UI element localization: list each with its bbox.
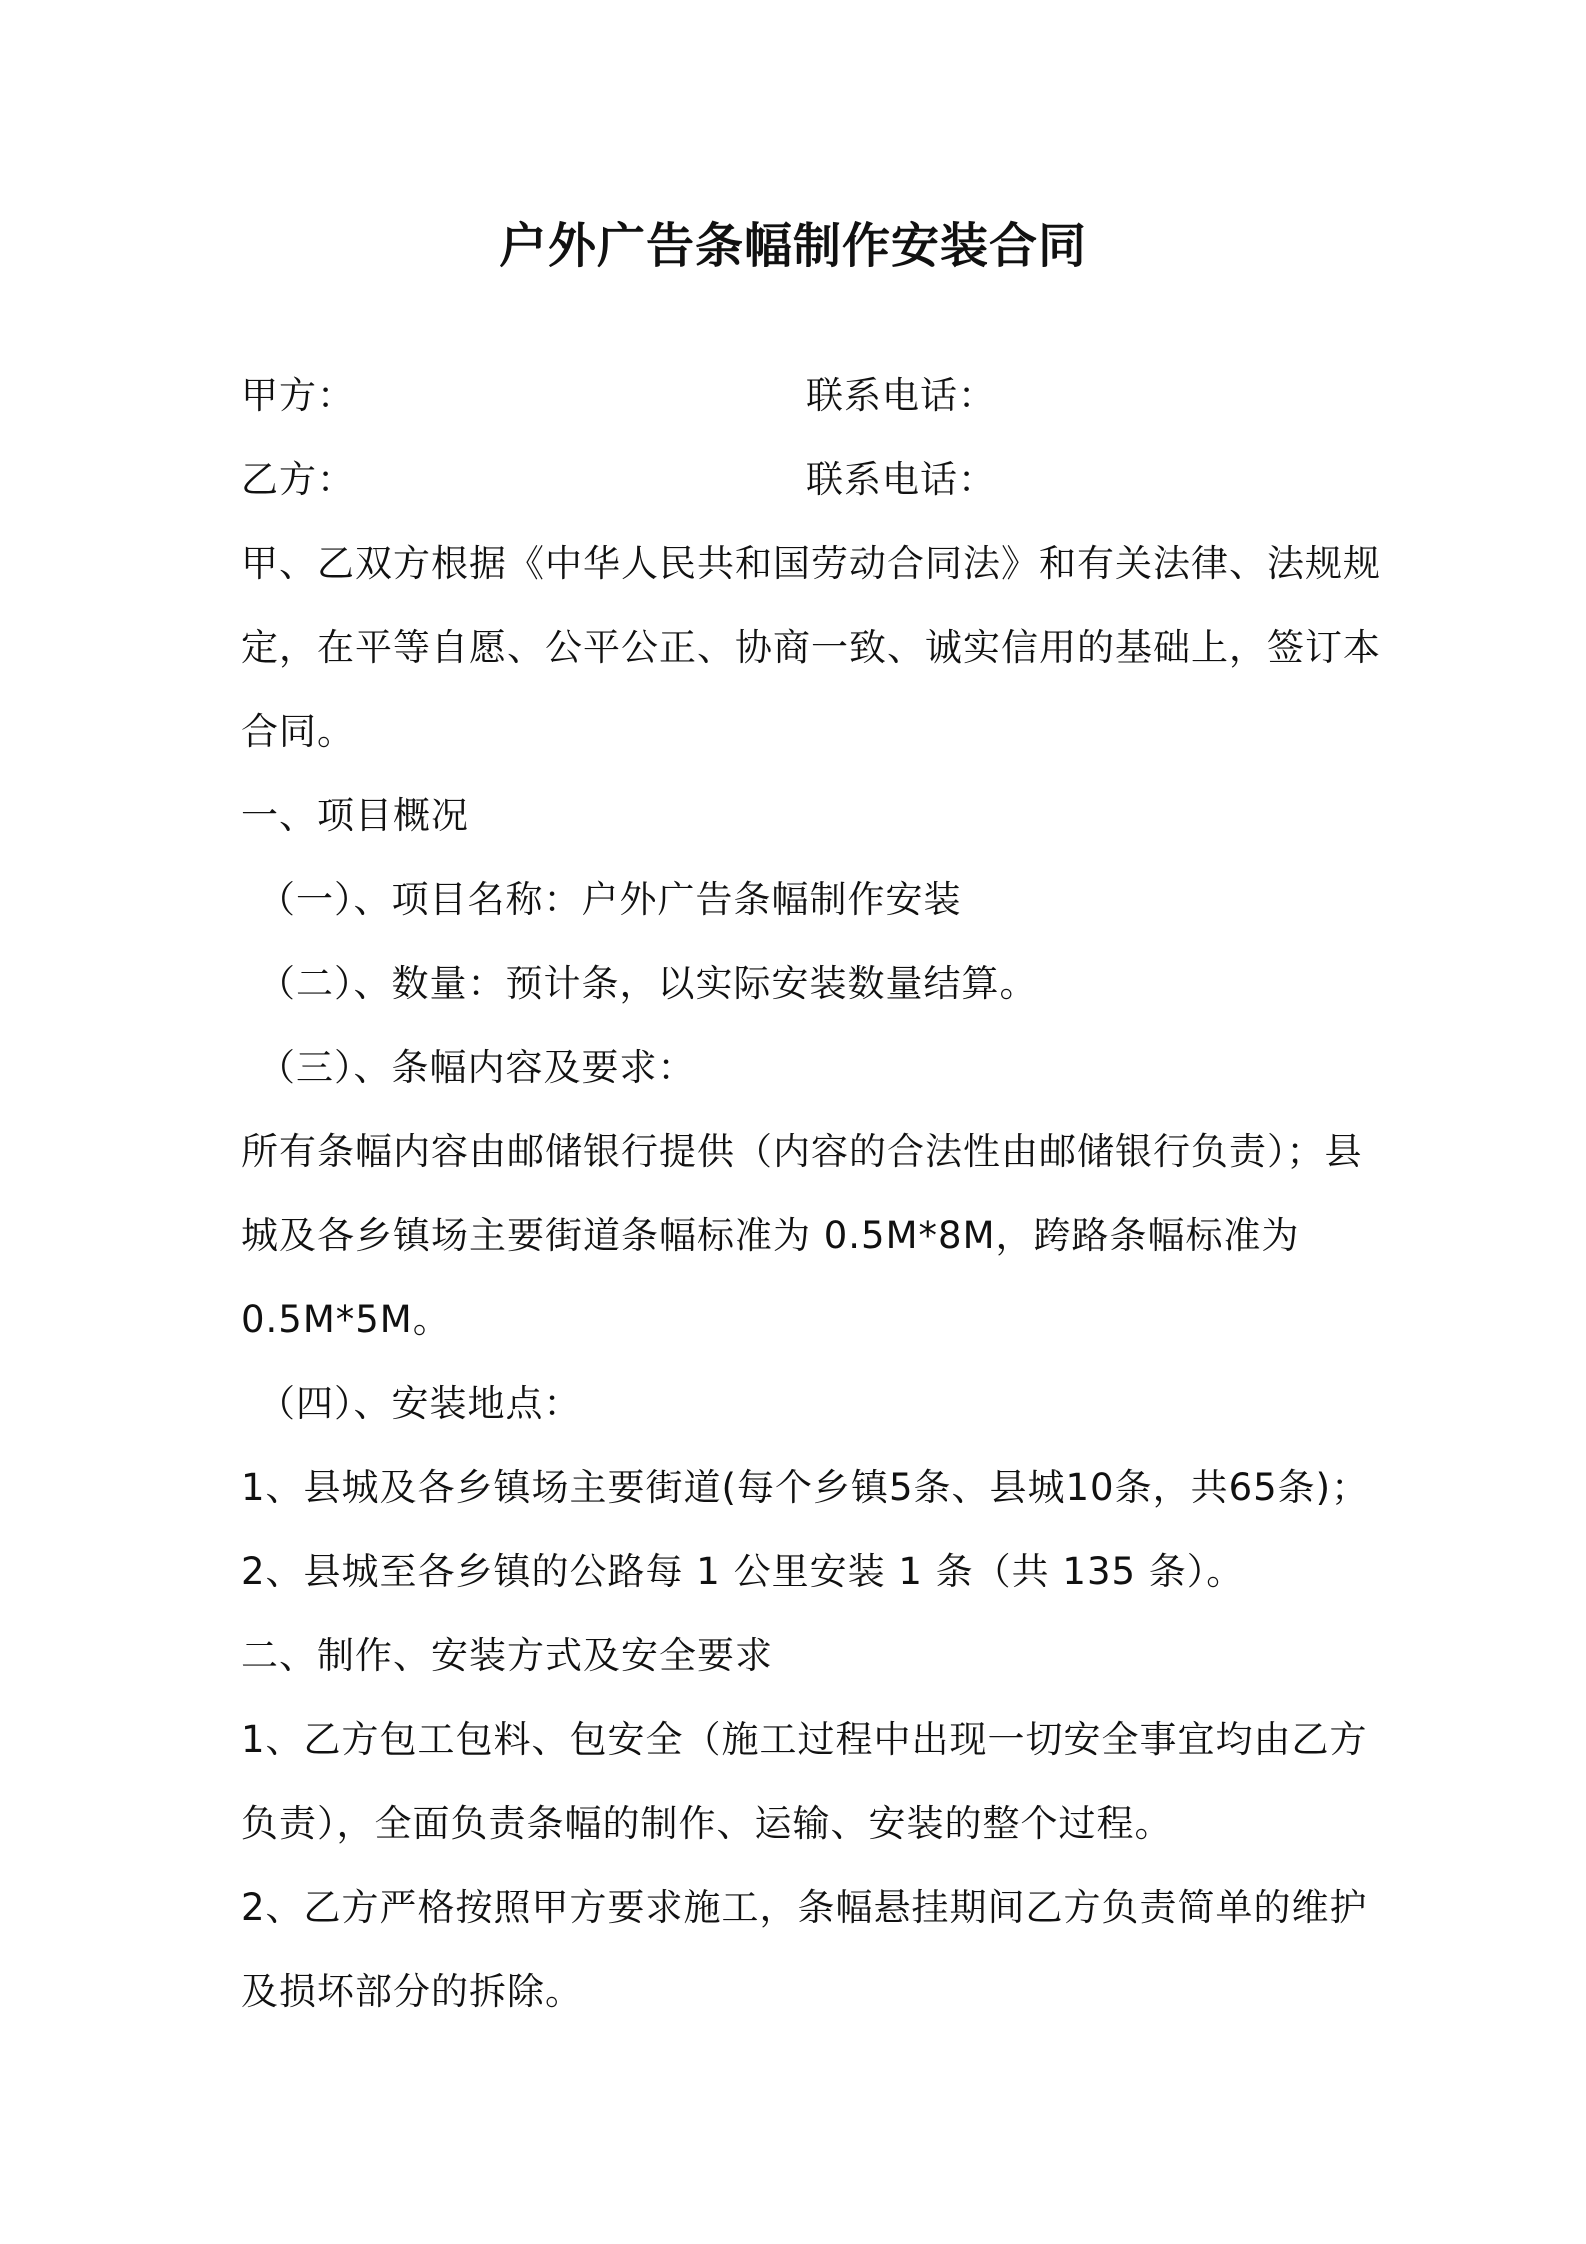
section-heading-project-overview: 一、项目概况 <box>241 794 469 837</box>
location-line: 1、县城及各乡镇场主要街道(每个乡镇5条、县城10条，共65条)； <box>241 1466 1370 1509</box>
location-line: 2、县城至各乡镇的公路每 1 公里安装 1 条（共 135 条）。 <box>241 1550 1245 1593</box>
content-requirement-line: 0.5M*5M。 <box>241 1298 451 1341</box>
item-install-location: （四）、安装地点： <box>258 1382 582 1425</box>
party-b-label: 乙方： <box>241 458 355 501</box>
preamble-line: 甲、乙双方根据《中华人民共和国劳动合同法》和有关法律、法规规 <box>241 542 1381 585</box>
item-project-name: （一）、项目名称：户外广告条幅制作安装 <box>258 878 962 921</box>
item-quantity: （二）、数量：预计条，以实际安装数量结算。 <box>258 962 1038 1005</box>
party-a-label: 甲方： <box>241 374 355 417</box>
requirement-line: 负责），全面负责条幅的制作、运输、安装的整个过程。 <box>241 1802 1173 1845</box>
content-requirement-line: 城及各乡镇场主要街道条幅标准为 0.5M*8M，跨路条幅标准为 <box>241 1214 1300 1257</box>
requirement-line: 1、乙方包工包料、包安全（施工过程中出现一切安全事宜均由乙方 <box>241 1718 1368 1761</box>
preamble-line: 定，在平等自愿、公平公正、协商一致、诚实信用的基础上，签订本 <box>241 626 1381 669</box>
party-a-phone-label: 联系电话： <box>806 374 996 417</box>
preamble-line: 合同。 <box>241 710 355 753</box>
party-b-phone-label: 联系电话： <box>806 458 996 501</box>
contract-title: 户外广告条幅制作安装合同 <box>498 218 1087 274</box>
item-content-requirements: （三）、条幅内容及要求： <box>258 1046 696 1089</box>
requirement-line: 2、乙方严格按照甲方要求施工，条幅悬挂期间乙方负责简单的维护 <box>241 1886 1368 1929</box>
section-heading-installation: 二、制作、安装方式及安全要求 <box>241 1634 773 1677</box>
requirement-line: 及损坏部分的拆除。 <box>241 1970 583 2013</box>
content-requirement-line: 所有条幅内容由邮储银行提供（内容的合法性由邮储银行负责）；县 <box>241 1130 1363 1173</box>
